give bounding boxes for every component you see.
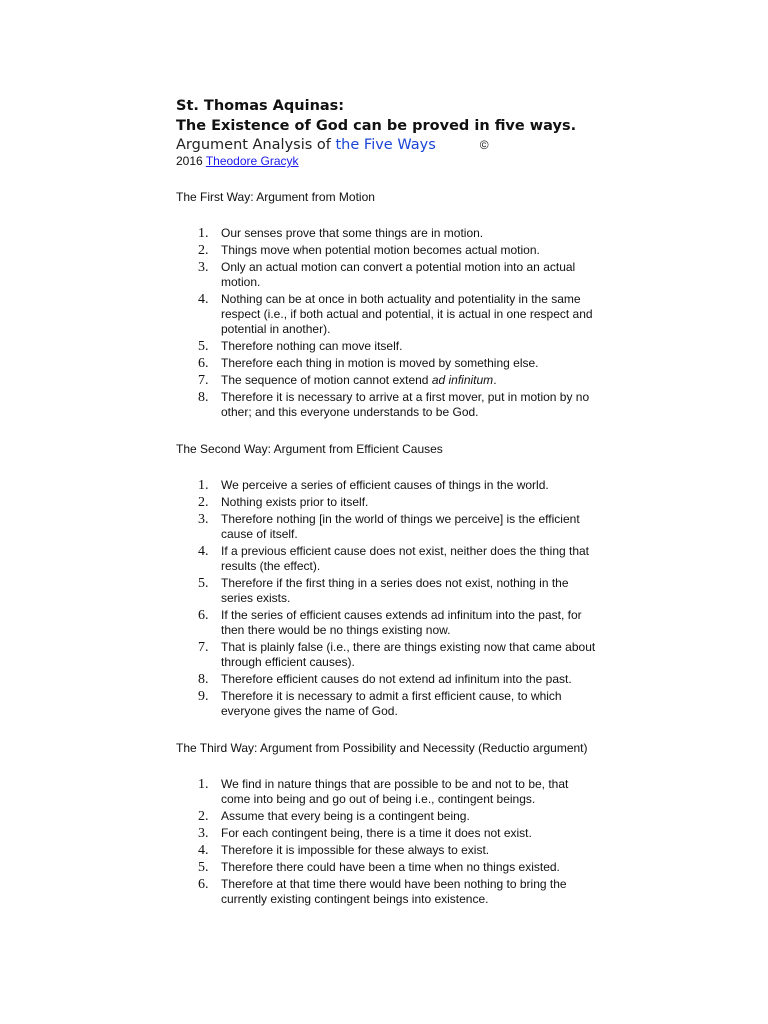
item-number: 3. — [198, 512, 209, 527]
list-item — [176, 689, 596, 719]
document-subtitle — [176, 136, 596, 154]
item-number: 5. — [198, 576, 209, 591]
item-text: Therefore each thing in motion is moved by something else. — [221, 356, 539, 370]
list-item — [176, 544, 596, 574]
item-text-after: . — [493, 373, 497, 387]
item-number: 1. — [198, 777, 209, 792]
item-number: 4. — [198, 544, 209, 559]
list-item — [176, 339, 596, 354]
list-item — [176, 843, 596, 858]
list-item — [176, 826, 596, 841]
argument-steps-list — [176, 226, 596, 420]
item-text: Therefore at that time there would have been nothing to bring the currently existing contingent beings into existence. — [221, 877, 567, 906]
section-heading: The First Way: Argument from Motion — [176, 190, 375, 204]
item-text: Therefore if the first thing in a series does not exist, nothing in the series exists. — [221, 576, 569, 605]
item-text: We perceive a series of efficient causes of things in the world. — [221, 478, 549, 492]
list-item — [176, 860, 596, 875]
subtitle-prefix: Argument Analysis of — [176, 137, 336, 153]
item-number: 5. — [198, 860, 209, 875]
item-text: Therefore efficient causes do not extend ad infinitum into the past. — [221, 672, 572, 686]
item-text: Therefore there could have been a time when no things existed. — [221, 860, 560, 874]
item-number: 8. — [198, 390, 209, 405]
section-second-way — [176, 442, 596, 719]
item-text: Therefore it is impossible for these always to exist. — [221, 843, 490, 857]
item-text-before: The sequence of motion cannot extend — [221, 373, 432, 387]
item-number: 3. — [198, 260, 209, 275]
item-number: 2. — [198, 243, 209, 258]
item-number: 6. — [198, 877, 209, 892]
item-number: 4. — [198, 292, 209, 307]
section-heading: The Third Way: Argument from Possibility and Necessity (Reductio argument) — [176, 741, 588, 755]
list-item — [176, 809, 596, 824]
copyright-symbol: © — [479, 138, 489, 152]
list-item — [176, 373, 596, 388]
list-item — [176, 243, 596, 258]
item-number: 6. — [198, 356, 209, 371]
five-ways-link[interactable]: the Five Ways — [335, 137, 436, 153]
section-third-way — [176, 741, 596, 907]
item-number: 2. — [198, 495, 209, 510]
item-number: 1. — [198, 226, 209, 241]
list-item — [176, 356, 596, 371]
list-item — [176, 672, 596, 687]
list-item — [176, 608, 596, 638]
item-number: 2. — [198, 809, 209, 824]
item-text: Therefore nothing can move itself. — [221, 339, 403, 353]
list-item — [176, 877, 596, 907]
list-item — [176, 292, 596, 337]
item-number: 4. — [198, 843, 209, 858]
document-page — [176, 96, 596, 909]
item-number: 9. — [198, 689, 209, 704]
document-title-line2: The Existence of God can be proved in five ways. — [176, 118, 577, 134]
item-text: That is plainly false (i.e., there are things existing now that came about through efficient causes). — [221, 640, 596, 669]
item-text: If a previous efficient cause does not exist, neither does the thing that results (the effect). — [221, 544, 590, 573]
item-text: Nothing can be at once in both actuality and potentiality in the same respect (i.e., if both actual and potential, it is actual in one respect and potential in another). — [221, 292, 593, 336]
list-item — [176, 576, 596, 606]
item-text: Therefore it is necessary to admit a first efficient cause, to which everyone gives the name of God. — [221, 689, 562, 718]
item-number: 1. — [198, 478, 209, 493]
item-text: Therefore nothing [in the world of things we perceive] is the efficient cause of itself. — [221, 512, 580, 541]
list-item — [176, 390, 596, 420]
item-text-italic: ad infinitum — [431, 373, 494, 387]
argument-steps-list — [176, 777, 596, 907]
item-text: Only an actual motion can convert a potential motion into an actual motion. — [221, 260, 576, 289]
item-number: 5. — [198, 339, 209, 354]
list-item — [176, 495, 596, 510]
item-number: 6. — [198, 608, 209, 623]
item-text: If the series of efficient causes extends ad infinitum into the past, for then there would be no things existing now. — [221, 608, 582, 637]
list-item — [176, 226, 596, 241]
item-text: We find in nature things that are possible to be and not to be, that come into being and go out of being i.e., contingent beings. — [221, 777, 569, 806]
item-text: Nothing exists prior to itself. — [221, 495, 369, 509]
list-item — [176, 512, 596, 542]
item-number: 7. — [198, 373, 209, 388]
list-item — [176, 777, 596, 807]
document-title-line1: St. Thomas Aquinas: — [176, 98, 345, 114]
credit-year: 2016 — [176, 154, 203, 168]
item-text: For each contingent being, there is a time it does not exist. — [221, 826, 532, 840]
item-number: 3. — [198, 826, 209, 841]
item-text: Assume that every being is a contingent being. — [221, 809, 470, 823]
section-first-way — [176, 190, 596, 420]
author-link[interactable]: Theodore Gracyk — [205, 154, 299, 168]
item-number: 7. — [198, 640, 209, 655]
credit-line — [176, 154, 596, 168]
item-text: Things move when potential motion becomes actual motion. — [221, 243, 540, 257]
section-heading: The Second Way: Argument from Efficient Causes — [176, 442, 443, 456]
list-item — [176, 478, 596, 493]
list-item — [176, 640, 596, 670]
item-number: 8. — [198, 672, 209, 687]
item-text: Therefore it is necessary to arrive at a first mover, put in motion by no other; and this everyone understands to be God. — [221, 390, 590, 419]
list-item — [176, 260, 596, 290]
argument-steps-list — [176, 478, 596, 719]
item-text: Our senses prove that some things are in motion. — [221, 226, 484, 240]
